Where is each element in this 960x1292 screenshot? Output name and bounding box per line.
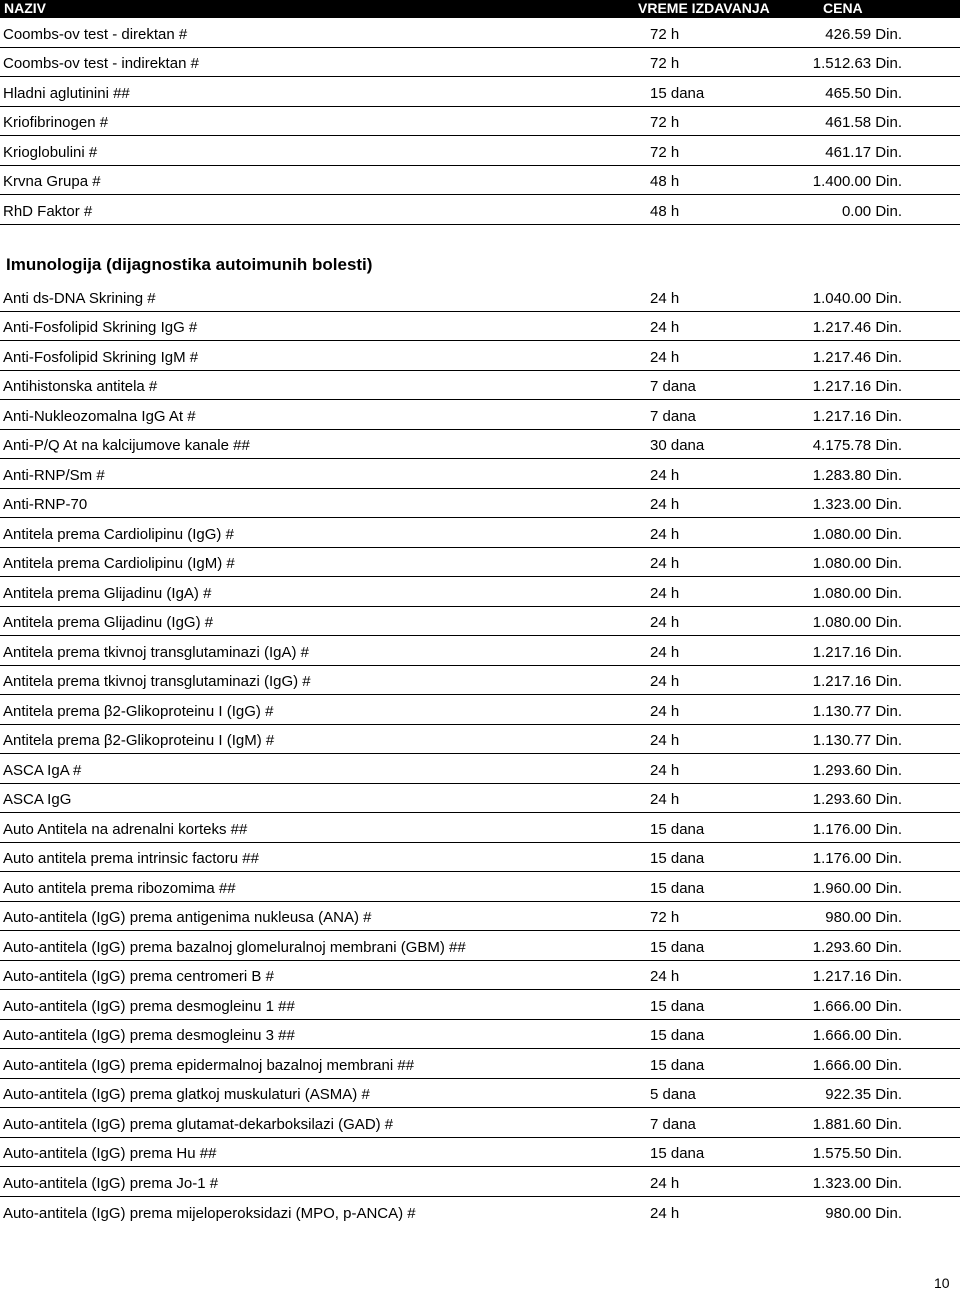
turnaround-time: 15 dana: [650, 84, 705, 102]
turnaround-time: 30 dana: [650, 437, 705, 454]
price-list-group-2: [0, 282, 960, 1226]
test-name: Auto-antitela (IgG) prema epidermalnoj bazalnoj membrani ##: [3, 1056, 415, 1074]
turnaround-time: 24 h: [650, 643, 680, 661]
price: 1.400.00 Din.: [812, 173, 902, 190]
price: 1.323.00 Din.: [812, 1174, 902, 1192]
turnaround-time: 24 h: [650, 289, 680, 307]
page-number: 10: [934, 1275, 950, 1291]
turnaround-time: 24 h: [650, 761, 680, 779]
test-name: Antitela prema Glijadinu (IgA) #: [3, 584, 212, 602]
test-name: Anti-RNP-70: [3, 496, 88, 513]
table-row: [0, 312, 960, 342]
table-row: [0, 282, 960, 312]
test-name: Antihistonska antitela #: [3, 378, 158, 395]
price: 465.50 Din.: [825, 84, 902, 102]
table-row: [0, 18, 960, 48]
turnaround-time: 15 dana: [650, 850, 705, 867]
price: 461.58 Din.: [825, 114, 902, 131]
turnaround-time: 24 h: [650, 496, 680, 513]
test-name: Auto-antitela (IgG) prema antigenima nukleusa (ANA) #: [3, 909, 372, 926]
table-row: [0, 489, 960, 519]
price: 1.293.60 Din.: [812, 938, 902, 956]
turnaround-time: 72 h: [650, 55, 680, 72]
price: 980.00 Din.: [825, 1205, 902, 1222]
test-name: Auto antitela prema intrinsic factoru ##: [3, 850, 259, 867]
table-row: [0, 931, 960, 961]
table-row: [0, 813, 960, 843]
table-row: [0, 636, 960, 666]
test-name: Auto-antitela (IgG) prema centromeri B #: [3, 968, 274, 985]
price: 1.176.00 Din.: [812, 820, 902, 838]
price: 1.130.77 Din.: [812, 732, 902, 749]
table-row: [0, 371, 960, 401]
test-name: Auto-antitela (IgG) prema desmogleinu 1 ##: [3, 997, 295, 1015]
table-row: [0, 166, 960, 196]
table-row: [0, 1197, 960, 1227]
table-row: [0, 430, 960, 460]
turnaround-time: 24 h: [650, 702, 680, 720]
test-name: Auto-antitela (IgG) prema mijeloperoksidazi (MPO, p-ANCA) #: [3, 1205, 416, 1222]
price: 426.59 Din.: [825, 25, 902, 43]
test-name: Antitela prema β2-Glikoproteinu I (IgM) #: [3, 732, 275, 749]
table-row: [0, 195, 960, 225]
test-name: Anti-Fosfolipid Skrining IgG #: [3, 319, 198, 336]
price: 1.217.16 Din.: [812, 378, 902, 395]
test-name: Krioglobulini #: [3, 143, 98, 161]
price: 1.040.00 Din.: [812, 289, 902, 307]
price: 1.217.16 Din.: [812, 968, 902, 985]
price: 1.176.00 Din.: [812, 850, 902, 867]
table-row: [0, 107, 960, 137]
turnaround-time: 15 dana: [650, 997, 705, 1015]
test-name: Auto-antitela (IgG) prema Hu ##: [3, 1145, 217, 1162]
turnaround-time: 72 h: [650, 25, 680, 43]
price: 1.080.00 Din.: [812, 614, 902, 631]
table-row: [0, 1138, 960, 1168]
test-name: Auto-antitela (IgG) prema desmogleinu 3 ##: [3, 1027, 295, 1044]
turnaround-time: 48 h: [650, 173, 680, 190]
price: 1.293.60 Din.: [812, 761, 902, 779]
table-row: [0, 459, 960, 489]
price: 1.080.00 Din.: [812, 525, 902, 543]
turnaround-time: 15 dana: [650, 938, 705, 956]
test-name: Anti-Fosfolipid Skrining IgM #: [3, 348, 199, 366]
price: 1.130.77 Din.: [812, 702, 902, 720]
turnaround-time: 72 h: [650, 909, 680, 926]
turnaround-time: 24 h: [650, 732, 680, 749]
table-row: [0, 77, 960, 107]
turnaround-time: 24 h: [650, 555, 680, 572]
price: 1.217.16 Din.: [812, 407, 902, 425]
price: 1.323.00 Din.: [812, 496, 902, 513]
turnaround-time: 15 dana: [650, 1056, 705, 1074]
test-name: Anti ds-DNA Skrining #: [3, 289, 156, 307]
price: 1.575.50 Din.: [812, 1145, 902, 1162]
turnaround-time: 48 h: [650, 202, 680, 220]
turnaround-time: 7 dana: [650, 407, 696, 425]
price: 1.666.00 Din.: [812, 1027, 902, 1044]
test-name: Hladni aglutinini ##: [3, 84, 130, 102]
price: 1.666.00 Din.: [812, 997, 902, 1015]
table-row: [0, 1020, 960, 1050]
turnaround-time: 15 dana: [650, 820, 705, 838]
table-row: [0, 902, 960, 932]
turnaround-time: 24 h: [650, 1205, 680, 1222]
price: 1.960.00 Din.: [812, 879, 902, 897]
table-row: [0, 725, 960, 755]
price: 1.217.46 Din.: [812, 348, 902, 366]
price-list-group-1: [0, 18, 960, 225]
test-name: Kriofibrinogen #: [3, 114, 109, 131]
test-name: Auto-antitela (IgG) prema Jo-1 #: [3, 1174, 219, 1192]
price: 1.217.46 Din.: [812, 319, 902, 336]
price: 4.175.78 Din.: [812, 437, 902, 454]
table-row: [0, 577, 960, 607]
turnaround-time: 24 h: [650, 673, 680, 690]
column-header-naziv: NAZIV: [4, 0, 46, 16]
table-row: [0, 136, 960, 166]
turnaround-time: 24 h: [650, 1174, 680, 1192]
price: 1.283.80 Din.: [812, 466, 902, 484]
price: 1.080.00 Din.: [812, 584, 902, 602]
test-name: Auto-antitela (IgG) prema bazalnoj glomeluralnoj membrani (GBM) ##: [3, 938, 466, 956]
table-row: [0, 518, 960, 548]
test-name: Anti-P/Q At na kalcijumove kanale ##: [3, 437, 250, 454]
table-row: [0, 754, 960, 784]
price: 0.00 Din.: [841, 202, 902, 220]
test-name: Coombs-ov test - direktan #: [3, 25, 188, 43]
turnaround-time: 15 dana: [650, 1027, 705, 1044]
column-header-cena: CENA: [823, 0, 863, 16]
test-name: RhD Faktor #: [3, 202, 93, 220]
test-name: Antitela prema tkivnoj transglutaminazi (IgA) #: [3, 643, 309, 661]
turnaround-time: 5 dana: [650, 1086, 696, 1103]
test-name: ASCA IgA #: [3, 761, 82, 779]
table-row: [0, 784, 960, 814]
table-row: [0, 548, 960, 578]
price: 1.666.00 Din.: [812, 1056, 902, 1074]
test-name: Anti-Nukleozomalna IgG At #: [3, 407, 196, 425]
price: 1.512.63 Din.: [812, 55, 902, 72]
test-name: Antitela prema Glijadinu (IgG) #: [3, 614, 214, 631]
turnaround-time: 24 h: [650, 466, 680, 484]
price: 1.293.60 Din.: [812, 791, 902, 808]
test-name: Auto-antitela (IgG) prema glutamat-dekarboksilazi (GAD) #: [3, 1115, 394, 1133]
table-row: [0, 695, 960, 725]
price: 980.00 Din.: [825, 909, 902, 926]
turnaround-time: 24 h: [650, 584, 680, 602]
test-name: Auto-antitela (IgG) prema glatkoj muskulaturi (ASMA) #: [3, 1086, 370, 1103]
table-row: [0, 1049, 960, 1079]
turnaround-time: 24 h: [650, 614, 680, 631]
table-row: [0, 48, 960, 78]
table-row: [0, 607, 960, 637]
table-row: [0, 1167, 960, 1197]
table-header: [0, 0, 960, 18]
test-name: Antitela prema Cardiolipinu (IgM) #: [3, 555, 235, 572]
turnaround-time: 24 h: [650, 525, 680, 543]
turnaround-time: 72 h: [650, 143, 680, 161]
turnaround-time: 7 dana: [650, 378, 696, 395]
test-name: ASCA IgG: [3, 791, 72, 808]
table-row: [0, 961, 960, 991]
table-row: [0, 872, 960, 902]
turnaround-time: 72 h: [650, 114, 680, 131]
section-title: Imunologija (dijagnostika autoimunih bolesti): [6, 255, 373, 274]
turnaround-time: 15 dana: [650, 1145, 705, 1162]
test-name: Coombs-ov test - indirektan #: [3, 55, 199, 72]
column-header-vreme-izdavanja: VREME IZDAVANJA: [638, 0, 770, 16]
price: 461.17 Din.: [825, 143, 902, 161]
table-row: [0, 1079, 960, 1109]
table-row: [0, 666, 960, 696]
test-name: Antitela prema tkivnoj transglutaminazi (IgG) #: [3, 673, 311, 690]
table-row: [0, 400, 960, 430]
table-row: [0, 341, 960, 371]
test-name: Krvna Grupa #: [3, 173, 101, 190]
turnaround-time: 24 h: [650, 791, 680, 808]
test-name: Anti-RNP/Sm #: [3, 466, 105, 484]
table-row: [0, 1108, 960, 1138]
price: 922.35 Din.: [825, 1086, 902, 1103]
turnaround-time: 15 dana: [650, 879, 705, 897]
test-name: Auto antitela prema ribozomima ##: [3, 879, 236, 897]
price: 1.881.60 Din.: [812, 1115, 902, 1133]
test-name: Auto Antitela na adrenalni korteks ##: [3, 820, 248, 838]
price: 1.080.00 Din.: [812, 555, 902, 572]
turnaround-time: 24 h: [650, 968, 680, 985]
price: 1.217.16 Din.: [812, 643, 902, 661]
turnaround-time: 24 h: [650, 319, 680, 336]
turnaround-time: 24 h: [650, 348, 680, 366]
price: 1.217.16 Din.: [812, 673, 902, 690]
test-name: Antitela prema Cardiolipinu (IgG) #: [3, 525, 234, 543]
table-row: [0, 843, 960, 873]
test-name: Antitela prema β2-Glikoproteinu I (IgG) #: [3, 702, 274, 720]
turnaround-time: 7 dana: [650, 1115, 696, 1133]
table-row: [0, 990, 960, 1020]
